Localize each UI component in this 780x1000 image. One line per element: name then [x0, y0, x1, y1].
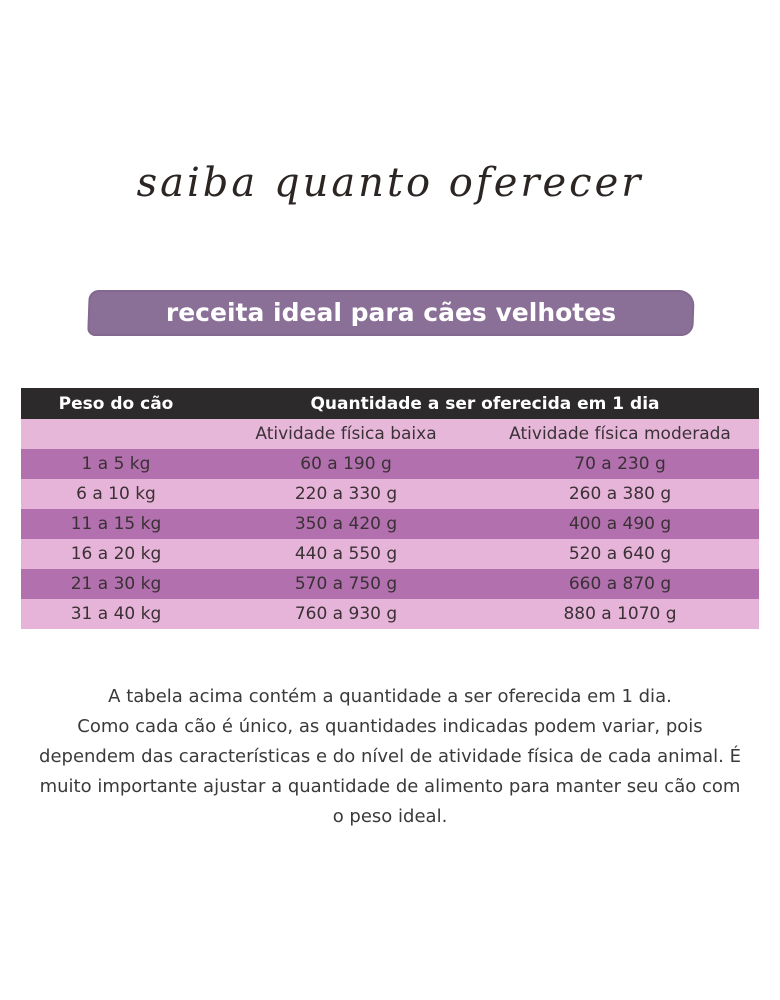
table-row	[21, 569, 759, 599]
header-dog-weight: Peso do cão	[58, 393, 174, 414]
subheader-low-activity: Atividade física baixa	[255, 424, 437, 444]
header-daily-quantity: Quantidade a ser oferecida em 1 dia	[310, 393, 660, 414]
table-header-row	[21, 388, 759, 419]
footer-line: muito importante ajustar a quantidade de alimento para manter seu cão com	[39, 776, 741, 797]
cell-low: 350 a 420 g	[294, 514, 398, 534]
cell-low: 440 a 550 g	[294, 544, 398, 564]
footer-line: A tabela acima contém a quantidade a ser oferecida em 1 dia.	[108, 686, 672, 707]
cell-low: 60 a 190 g	[300, 454, 392, 474]
feeding-table	[21, 388, 759, 629]
cell-moderate: 70 a 230 g	[574, 454, 666, 474]
cell-weight: 11 a 15 kg	[70, 514, 162, 534]
cell-low: 570 a 750 g	[294, 574, 398, 594]
cell-moderate: 400 a 490 g	[568, 514, 672, 534]
table-row	[21, 509, 759, 539]
cell-weight: 21 a 30 kg	[70, 574, 162, 594]
subheader-empty	[21, 419, 211, 449]
cell-moderate: 260 a 380 g	[568, 484, 672, 504]
table-subheader-row	[21, 419, 759, 449]
cell-weight: 6 a 10 kg	[76, 484, 156, 504]
table-row	[21, 539, 759, 569]
table-row	[21, 449, 759, 479]
cell-low: 220 a 330 g	[294, 484, 398, 504]
footer-line: Como cada cão é único, as quantidades indicadas podem variar, pois	[77, 716, 703, 737]
subheader-moderate-activity: Atividade física moderada	[509, 424, 731, 444]
cell-moderate: 520 a 640 g	[568, 544, 672, 564]
cell-moderate: 880 a 1070 g	[563, 604, 677, 624]
cell-moderate: 660 a 870 g	[568, 574, 672, 594]
footer-line: dependem das características e do nível de atividade física de cada animal. É	[39, 746, 741, 767]
footer-line: o peso ideal.	[332, 806, 448, 827]
cell-weight: 16 a 20 kg	[70, 544, 162, 564]
page-title: saiba quanto oferecer	[136, 160, 644, 206]
cell-weight: 31 a 40 kg	[70, 604, 162, 624]
cell-weight: 1 a 5 kg	[81, 454, 151, 474]
footer-note	[20, 682, 760, 832]
cell-low: 760 a 930 g	[294, 604, 398, 624]
banner-title: receita ideal para cães velhotes	[165, 298, 617, 327]
table-row	[21, 599, 759, 629]
table-row	[21, 479, 759, 509]
